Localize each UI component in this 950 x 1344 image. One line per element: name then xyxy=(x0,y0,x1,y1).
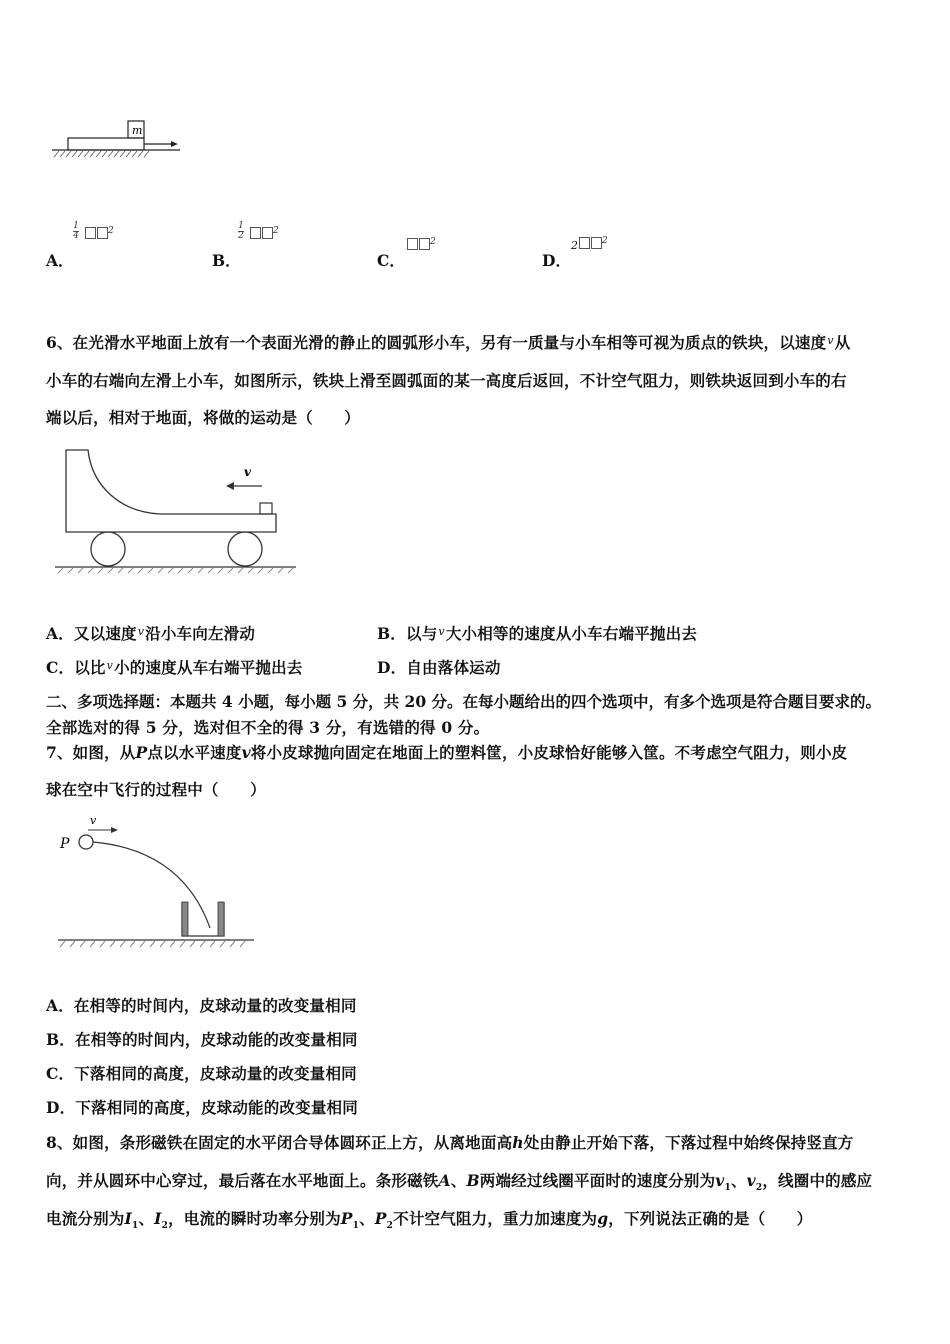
q7-figure xyxy=(52,810,262,960)
q6-option-d[interactable]: D．自由落体运动 xyxy=(377,658,501,677)
q5-figure xyxy=(48,115,188,165)
q7-option-d[interactable]: D．下落相同的高度，皮球动能的改变量相同 xyxy=(46,1098,358,1117)
q6-wheel-right xyxy=(228,532,262,566)
q6-hatching xyxy=(58,568,293,573)
q7-hatching xyxy=(60,941,245,947)
q6-stem-line3: 端以后，相对于地面，将做的运动是（ ） xyxy=(46,408,361,427)
q5-option-c-expr: 2 xyxy=(406,236,436,254)
q5-option-c-letter: C． xyxy=(377,251,405,270)
q7-basket-wall-right xyxy=(218,902,224,936)
q7-stem-line2: 球在空中飞行的过程中（ ） xyxy=(46,780,266,799)
q5-option-a-letter: A． xyxy=(46,251,74,270)
q6-arrowhead xyxy=(226,482,234,490)
q7-stem-line1: 7、如图，从P点以水平速度v将小皮球抛向固定在地面上的塑料筐，小皮球恰好能够入筐。不考虑空气阻力，则小皮 xyxy=(46,743,848,762)
q5-option-b-letter: B． xyxy=(212,251,241,270)
q7-option-b[interactable]: B．在相等的时间内，皮球动能的改变量相同 xyxy=(46,1030,358,1049)
q7-basket-wall-left xyxy=(182,902,188,936)
q7-option-a[interactable]: A．在相等的时间内，皮球动量的改变量相同 xyxy=(46,996,357,1015)
q6-stem-line1: 6、在光滑水平地面上放有一个表面光滑的静止的圆弧形小车，另有一质量与小车相等可视为质点的铁块，以速度$^v$从 xyxy=(46,333,851,352)
q6-figure-v-label: v xyxy=(244,465,251,479)
q5-arrowhead xyxy=(171,141,178,147)
q5-option-b-coef: 1 2 xyxy=(238,221,244,241)
q6-option-a[interactable]: A．又以速度$^v$沿小车向左滑动 xyxy=(46,624,256,643)
section2-heading-line2: 全部选对的得 5 分，选对但不全的得 3 分，有选错的得 0 分。 xyxy=(46,718,490,737)
q6-iron-block xyxy=(260,503,272,514)
q6-cart-body xyxy=(66,450,276,532)
q5-option-d-expr: 2 $^2$ xyxy=(571,236,608,252)
q5-option-d-letter: D． xyxy=(542,251,571,270)
q6-figure xyxy=(50,446,300,576)
q5-option-b-expr: 2 xyxy=(249,225,279,243)
q6-stem-line2: 小车的右端向左滑上小车，如图所示，铁块上滑至圆弧面的某一高度后返回，不计空气阻力，则铁块返回到小车的右 xyxy=(46,371,847,390)
q7-figure-v-label: v xyxy=(90,814,97,827)
q8-stem-line3: 电流分别为$I_1$、$I_2$，电流的瞬时功率分别为$P_1$、$P_2$不计空气阻力，重力加速度为g，下列说法正确的是（ ） xyxy=(46,1209,813,1232)
q5-mass-label: m xyxy=(132,124,143,137)
section2-heading-line1: 二、多项选择题：本题共 4 小题，每小题 5 分，共 20 分。在每小题给出的四个选项中，有多个选项是符合题目要求的。 xyxy=(46,692,882,711)
q8-stem-line1: 8、如图，条形磁铁在固定的水平闭合导体圆环正上方，从离地面高h处由静止开始下落，下落过程中始终保持竖直方 xyxy=(46,1133,854,1152)
q5-hatching xyxy=(54,151,149,157)
q5-plank xyxy=(68,138,144,150)
q5-option-a-expr: 2 xyxy=(84,225,114,243)
q7-trajectory xyxy=(93,842,210,928)
q6-option-c[interactable]: C．以比$^v$小的速度从车右端平抛出去 xyxy=(46,658,303,677)
q6-option-b[interactable]: B．以与$^v$大小相等的速度从小车右端平抛出去 xyxy=(377,624,698,643)
q6-wheel-left xyxy=(91,532,125,566)
q7-option-c[interactable]: C．下落相同的高度，皮球动量的改变量相同 xyxy=(46,1064,357,1083)
q5-option-a-coef: 1 4 xyxy=(73,221,79,241)
q8-stem-line2: 向，并从圆环中心穿过，最后落在水平地面上。条形磁铁A、B两端经过线圈平面时的速度分别为$v_1$、$v_2$，线圈中的感应 xyxy=(46,1171,873,1194)
q7-arrowhead xyxy=(111,827,118,833)
q7-figure-P-label: P xyxy=(60,836,70,852)
q7-ball xyxy=(79,835,93,849)
